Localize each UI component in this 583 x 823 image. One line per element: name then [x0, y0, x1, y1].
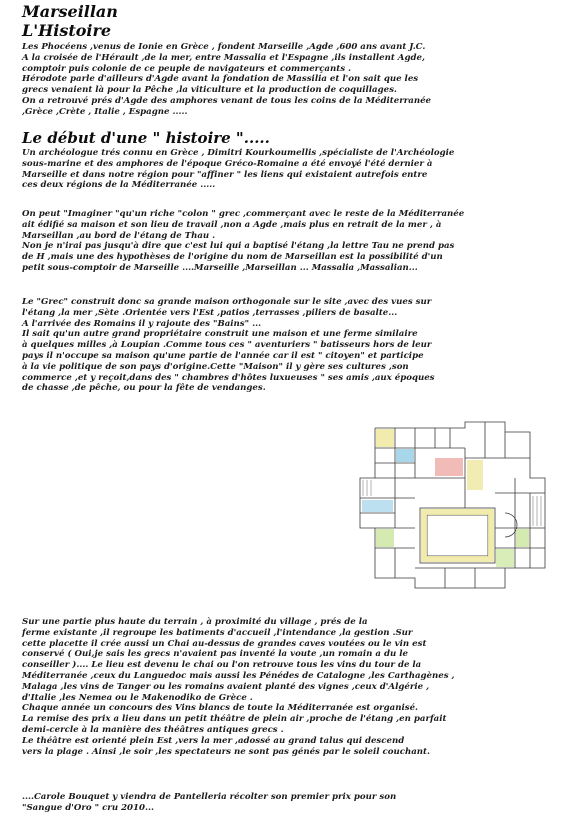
- text-line: Le théâtre est orienté plein Est ,vers la mer ,adossé au grand talus qui descend: [22, 735, 405, 746]
- text-line: Il sait qu'un autre grand propriétaire construit une maison et une ferme similaire: [22, 329, 418, 340]
- text-line: On peut "Imaginer "qu'un riche "colon " grec ,commerçant avec le reste de la Méditerranée: [22, 209, 465, 219]
- text-line: A la croisée de l'Hérault ,de la mer, entre Massalia et l'Espagne ,ils installent Agde,: [22, 52, 425, 63]
- archeologue-paragraph: [22, 148, 567, 191]
- text-line: pays il n'occupe sa maison qu'une partie de l'année car il est " citoyen" et participe: [22, 350, 424, 361]
- text-line: demi-cercle à la manière des théâtres antiques grecs .: [22, 724, 284, 735]
- text-line: Marseillan ,au bord de l'étang de Thau .: [22, 230, 216, 241]
- text-line: conseiller ).... Le lieu est devenu le chai ou l'on retrouve tous les vins du tour de la: [22, 660, 422, 671]
- text-line: A l'arrivée des Romains il y rajoute des "Bains" ...: [22, 318, 262, 329]
- text-line: "Sangue d'Oro " cru 2010...: [22, 802, 154, 813]
- imaginer-paragraph: [22, 209, 567, 274]
- text-line: d'Italie ,les Nemea ou le Makenodiko de Grèce .: [22, 692, 253, 703]
- text-line: On a retrouvé prés d'Agde des amphores venant de tous les coins de la Méditerranée: [22, 95, 432, 106]
- page-subtitle: L'Histoire: [22, 21, 112, 40]
- grec-paragraph: [22, 297, 567, 394]
- text-line: ,Grèce ,Crète , Italie , Espagne .....: [22, 106, 188, 117]
- text-line: Les Phocéens ,venus de Ionie en Grèce , fondent Marseille ,Agde ,600 ans avant J.C.: [22, 42, 426, 52]
- text-line: Malaga ,les vins de Tanger ou les romains avaient planté des vignes ,ceux d'Algérie ,: [22, 681, 430, 692]
- text-line: Sur une partie plus haute du terrain , à proximité du village , prés de la: [22, 617, 368, 627]
- text-line: ces deux régions de la Méditerranée .....: [22, 180, 216, 191]
- text-line: commerce ,et y reçoit,dans des " chambres d'hôtes luxueuses " ses amis ,aux époques: [22, 372, 435, 383]
- section-heading: Le début d'une " histoire ".....: [22, 129, 270, 147]
- intro-paragraph: [22, 42, 567, 118]
- text-line: grecs venaient là pour la Pêche ,la viticulture et la production de coquillages.: [22, 85, 397, 96]
- text-line: Chaque année un concours des Vins blancs de toute la Méditerranée est organisé.: [22, 703, 419, 714]
- text-line: comptoir puis colonie de ce peuple de navigateurs et commerçants .: [22, 63, 352, 74]
- text-line: Un archéologue trés connu en Grèce , Dimitri Kourkoumellis ,spécialiste de l'Archéologie: [22, 148, 455, 158]
- text-line: à quelques milles ,à Loupian .Comme tous ces " aventuriers " batisseurs hors de leur: [22, 340, 432, 351]
- text-line: vers la plage . Ainsi ,le soir ,les spectateurs ne sont pas génés par le soleil couchant.: [22, 746, 430, 757]
- text-line: Le "Grec" construit donc sa grande maison orthogonale sur le site ,avec des vues sur: [22, 297, 432, 307]
- text-line: Marseille et dans notre région pour "affiner " les liens qui existaient autrefois entre: [22, 169, 428, 180]
- text-line: Méditerranée ,ceux du Languedoc mais aussi les Pénédes de Catalogne ,les Carthagènes ,: [22, 670, 455, 681]
- text-line: ferme existante ,il regroupe les batiments d'accueil ,l'intendance ,la gestion .Sur: [22, 627, 413, 638]
- text-line: ....Carole Bouquet y viendra de Pantelleria récolter son premier prix pour son: [22, 792, 397, 802]
- text-line: La remise des prix a lieu dans un petit théâtre de plein air ,proche de l'étang ,en parfait: [22, 714, 447, 725]
- page-title: Marseillan: [22, 2, 118, 21]
- text-line: Non je n'irai pas jusqu'à dire que c'est lui qui a baptisé l'étang ,la lettre Tau ne prend pas: [22, 241, 455, 252]
- text-line: conservé ( Oui,je sais les grecs n'avaient pas inventé la voute ,un romain a du le: [22, 649, 408, 660]
- text-line: sous-marine et des amphores de l'époque Gréco-Romaine a été envoyé l'été dernier à: [22, 158, 433, 169]
- text-line: à la vie politique de son pays d'origine.Cette "Maison" il y gère ses cultures ,son: [22, 361, 409, 372]
- text-line: Hérodote parle d'ailleurs d'Agde avant la fondation de Massilia et l'on sait que les: [22, 74, 419, 85]
- carole-paragraph: [22, 792, 567, 814]
- text-line: cette placette il crée aussi un Chai au-dessus de grandes caves voutées ou le vin est: [22, 638, 427, 649]
- text-line: petit sous-comptoir de Marseille ....Marseille ,Marseillan ... Massalia ,Massalian...: [22, 262, 418, 273]
- terrain-paragraph: [22, 617, 567, 757]
- text-line: de H ,mais une des hypothèses de l'origine du nom de Marseillan est la possibilité d'un: [22, 252, 443, 263]
- text-line: ait édifié sa maison et son lieu de travail ,non a Agde ,mais plus en retrait de la mer , à: [22, 219, 442, 230]
- text-line: de chasse ,de pêche, ou pour la fête de vendanges.: [22, 383, 266, 394]
- villa-floor-plan-image: [355, 418, 553, 606]
- text-line: l'étang ,la mer ,Sète .Orientée vers l'Est ,patios ,terrasses ,piliers de basalte...: [22, 307, 398, 318]
